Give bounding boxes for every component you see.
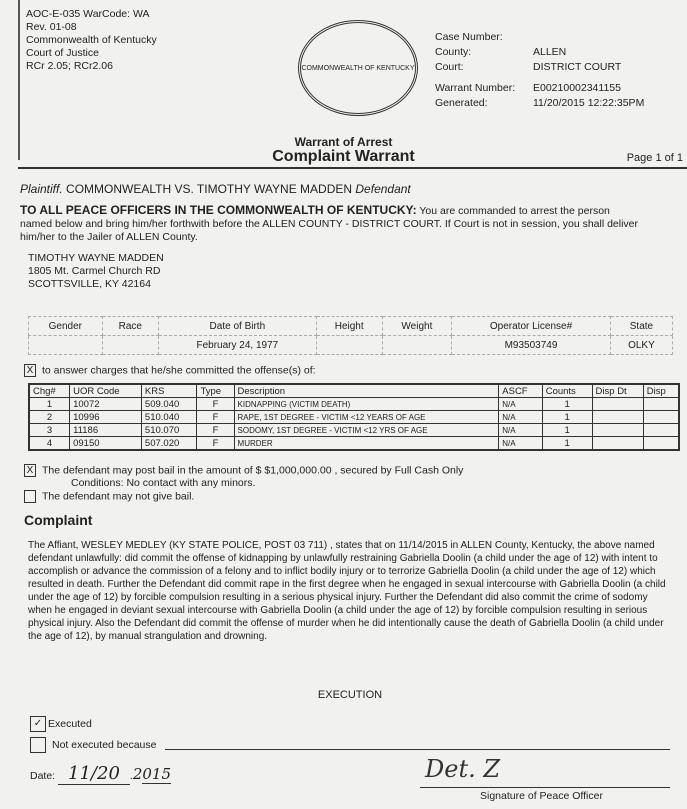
- charges-header-row: [29, 384, 679, 398]
- form-state: Commonwealth of Kentucky: [26, 34, 157, 46]
- cell-disp-dt: [592, 437, 643, 451]
- license: M93503749: [452, 336, 611, 355]
- order-heading: TO ALL PEACE OFFICERS IN THE COMMONWEALTH OF KENTUCKY:: [20, 203, 417, 217]
- cell-krs: 509.040: [141, 398, 197, 411]
- field-labels: [435, 30, 535, 111]
- signature-label: Signature of Peace Officer: [480, 790, 603, 802]
- year-prefix: 2: [132, 765, 143, 783]
- date-value: 11/20: [58, 763, 130, 785]
- race-header: Race: [102, 317, 158, 336]
- county-label: County:: [435, 46, 472, 58]
- gender-header: Gender: [29, 317, 103, 336]
- cell-krs: 507.020: [141, 437, 197, 451]
- execution-heading: EXECUTION: [317, 689, 383, 701]
- cell-description: RAPE, 1ST DEGREE - VICTIM <12 YEARS OF AGE: [234, 411, 499, 424]
- cell-disp: [643, 424, 679, 437]
- col-description: Description: [234, 384, 499, 398]
- form-rules: RCr 2.05; RCr2.06: [26, 60, 113, 72]
- complaint-heading: Complaint: [24, 512, 93, 528]
- charge-row: [29, 424, 679, 437]
- officer-signature: Det. Z: [425, 755, 501, 783]
- cell-chg: 4: [29, 437, 70, 451]
- form-info: [26, 8, 157, 73]
- court-label: Court:: [435, 61, 464, 73]
- charges-checkbox: X: [24, 364, 36, 377]
- county: ALLEN: [533, 46, 567, 58]
- state: OLKY: [610, 336, 672, 355]
- date-label: Date:: [30, 770, 56, 782]
- warrant-number-label: Warrant Number:: [435, 82, 516, 94]
- form-rev: Rev. 01-08: [26, 21, 77, 33]
- cell-uor: 10996: [70, 411, 142, 424]
- cell-counts: 1: [542, 437, 592, 451]
- cell-krs: 510.040: [141, 411, 197, 424]
- dob: February 24, 1977: [158, 336, 316, 355]
- charges-intro: [24, 364, 316, 377]
- cell-description: SODOMY, 1ST DEGREE - VICTIM <12 YRS OF AGE: [234, 424, 499, 437]
- gender: [29, 336, 103, 355]
- form-court: Court of Justice: [26, 47, 99, 59]
- generated-label: Generated:: [435, 97, 488, 109]
- cell-description: KIDNAPPING (VICTIM DEATH): [234, 398, 499, 411]
- col-type: Type: [197, 384, 234, 398]
- subtitle: Warrant of Arrest: [294, 135, 393, 149]
- warrant-number: E00210002341155: [533, 82, 621, 94]
- cell-type: F: [197, 424, 234, 437]
- case-number: [533, 30, 644, 45]
- cell-type: F: [197, 411, 234, 424]
- state-header: State: [610, 317, 672, 336]
- bail-section: [24, 464, 463, 504]
- cell-ascf: N/A: [499, 424, 542, 437]
- charge-row: [29, 398, 679, 411]
- no-bail-text: The defendant may not give bail.: [42, 490, 195, 503]
- cell-counts: 1: [542, 411, 592, 424]
- defendant-address: [28, 252, 164, 291]
- order: [20, 204, 640, 244]
- cell-uor: 10072: [70, 398, 142, 411]
- cell-ascf: N/A: [499, 437, 542, 451]
- page-title: Complaint Warrant: [272, 148, 415, 165]
- cell-krs: 510.070: [141, 424, 197, 437]
- order-text: You are commanded to arrest the person named below and bring him/her forthwith before the ALLEN COUNTY - DISTRICT COURT. If Court is not in session, you shall deliver him/her to the Jailer of ALLEN County.: [20, 205, 639, 243]
- identification-table: [28, 316, 673, 355]
- court: DISTRICT COURT: [533, 61, 622, 73]
- height: [316, 336, 382, 355]
- bail-conditions: Conditions: No contact with any minors.: [71, 477, 256, 490]
- not-executed-row: [30, 737, 157, 753]
- not-executed-checkbox: [30, 737, 46, 753]
- col-krs: KRS: [141, 384, 197, 398]
- cell-disp: [643, 398, 679, 411]
- cell-disp-dt: [592, 424, 643, 437]
- bail-checkbox: X: [24, 464, 36, 477]
- cell-counts: 1: [542, 398, 592, 411]
- no-bail-checkbox: [24, 490, 36, 503]
- col-uor: UOR Code: [70, 384, 142, 398]
- bail-text: The defendant may post bail in the amount of $ $1,000,000.00 , secured by Full Cash Only: [42, 464, 464, 477]
- year-value: 015: [142, 765, 172, 783]
- address-line-1: 1805 Mt. Carmel Church RD: [28, 265, 161, 277]
- weight-header: Weight: [382, 317, 451, 336]
- cell-chg: 3: [29, 424, 70, 437]
- executed-label: Executed: [48, 717, 92, 730]
- charge-row: [29, 437, 679, 451]
- not-executed-label: Not executed because: [52, 738, 157, 751]
- cell-uor: 09150: [70, 437, 142, 451]
- cell-disp-dt: [592, 411, 643, 424]
- col-ascf: ASCF: [499, 384, 542, 398]
- executed-row: [30, 716, 92, 732]
- form-code: AOC-E-035 WarCode: WA: [26, 8, 150, 20]
- col-disp: Disp: [643, 384, 679, 398]
- charges-table: [28, 383, 680, 451]
- defendant-label: Defendant: [355, 182, 411, 196]
- address-line-2: SCOTTSVILLE, KY 42164: [28, 278, 151, 290]
- page-number: Page 1 of 1: [626, 152, 683, 164]
- col-disp-dt: Disp Dt: [592, 384, 643, 398]
- cell-ascf: N/A: [499, 411, 542, 424]
- cell-chg: 1: [29, 398, 70, 411]
- header-rule: [18, 167, 687, 169]
- complaint-text: The Affiant, WESLEY MEDLEY (KY STATE POLICE, POST 03 711) , states that on 11/14/2015 in ALLEN County, Kentucky, the above named defendant unlawfully: did commit the offense of kidnapping by unlawfully restraining Gabriella Doolin (a child under the age of 12) with intent to accomplish or advance the commission of a felony and to inflict bodily injury or to terrorize Gabriella Doolin (a child under the age of 12) which resulted in death. Further the Defendant did commit rape in the first degree when he engaged in sexual intercourse with Gabriella Doolin (a child under the age of 12) by forcible compulsion resulting in a serious physical injury. Further the Defendant did also commit the crime of sodomy when he engaged in deviant sexual intercourse with Gabriella Doolin (a child under the age of 12) by forcible compulsion resulting in serious physical injury. Also the Defendant did commit the offense of murder when he did intentionally cause the death of Gabriella Doolin (a child under the age of 12), by manual strangulation and drowning.: [28, 540, 666, 642]
- case-number-label: Case Number:: [435, 31, 503, 43]
- license-header: Operator License#: [452, 317, 611, 336]
- dob-header: Date of Birth: [158, 317, 316, 336]
- race: [102, 336, 158, 355]
- cell-disp-dt: [592, 398, 643, 411]
- cell-disp: [643, 411, 679, 424]
- defendant-name: TIMOTHY WAYNE MADDEN: [28, 252, 164, 264]
- cell-chg: 2: [29, 411, 70, 424]
- field-values: [533, 30, 644, 111]
- caption: [20, 182, 411, 196]
- cell-counts: 1: [542, 424, 592, 437]
- generated: 11/20/2015 12:22:35PM: [533, 97, 645, 109]
- caption-text: COMMONWEALTH VS. TIMOTHY WAYNE MADDEN: [66, 182, 353, 196]
- cell-type: F: [197, 437, 234, 451]
- plaintiff-label: Plaintiff.: [20, 182, 63, 196]
- cell-ascf: N/A: [499, 398, 542, 411]
- charge-row: [29, 411, 679, 424]
- date-row: Date: 11/20 .2015: [30, 763, 172, 784]
- cell-description: MURDER: [234, 437, 499, 451]
- kentucky-seal: [298, 20, 418, 116]
- col-chg: Chg#: [29, 384, 70, 398]
- height-header: Height: [316, 317, 382, 336]
- col-counts: Counts: [542, 384, 592, 398]
- charges-intro-text: to answer charges that he/she committed the offense(s) of:: [42, 364, 316, 377]
- executed-checkbox: ✓: [30, 716, 46, 732]
- cell-disp: [643, 437, 679, 451]
- cell-uor: 11186: [70, 424, 142, 437]
- cell-type: F: [197, 398, 234, 411]
- weight: [382, 336, 451, 355]
- seal-text: COMMONWEALTH OF KENTUCKY: [301, 64, 415, 72]
